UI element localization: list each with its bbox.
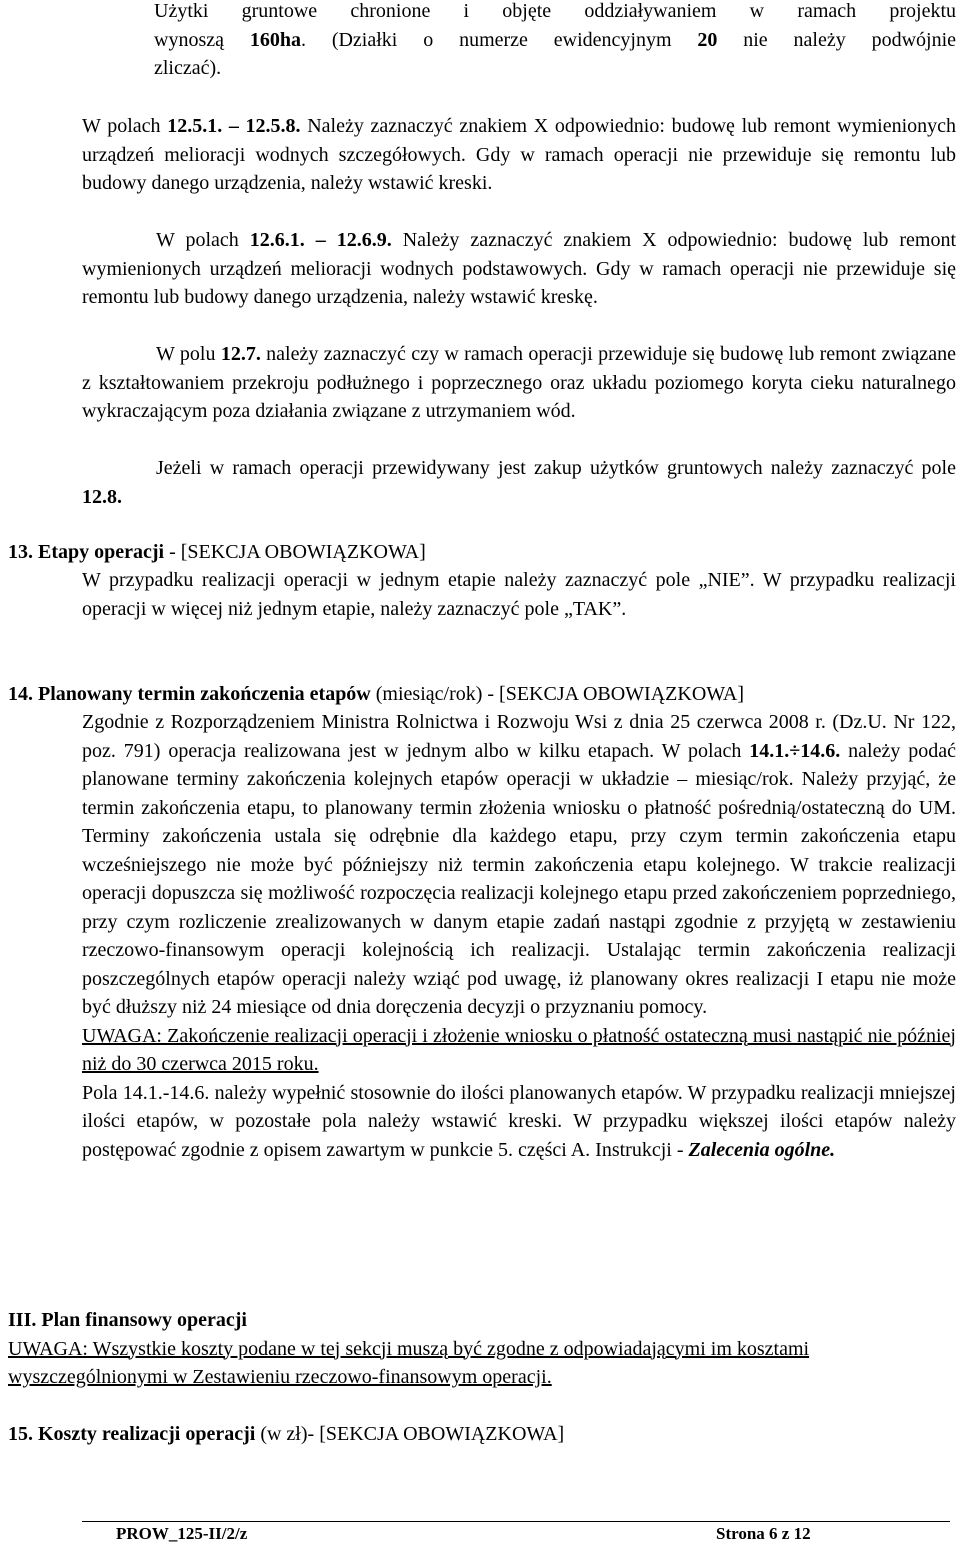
section-13-body: W przypadku realizacji operacji w jednym etapie należy zaznaczyć pole „NIE”. W przypadku realizacji operacji w więcej niż jednym etapie, należy zaznaczyć pole „TAK”. xyxy=(82,569,956,620)
footer-form-code: PROW_125-II/2/z xyxy=(116,1524,248,1543)
parcel-number: 20 xyxy=(697,28,718,51)
paragraph-land-area: Użytki gruntowe chronione i objęte oddziaływaniem w ramach projektu wynoszą 160ha. (Działki o numerze ewidencyjnym 20 nie należy podwójnie zliczać). xyxy=(154,0,956,79)
land-area-value: 160ha xyxy=(249,28,301,51)
paragraph-basic-drainage: W polach 12.6.1. – 12.6.9. Należy zaznaczyć znakiem X odpowiednio: budowę lub remont wymienionych urządzeń melioracji wodnych podstawowych. Gdy w ramach operacji nie przewiduje się remontu lub budowy danego urządzenia, należy wstawić kreskę. xyxy=(82,229,957,308)
section-iii: III. Plan finansowy operacji UWAGA: Wszystkie koszty podane w tej sekcji muszą być zgodne z odpowiadającymi im kosztami wyszczególnionymi w Zestawieniu rzeczowo-finansowym operacji. xyxy=(8,1306,956,1392)
footer-rule xyxy=(82,1521,950,1522)
section-iii-warning: UWAGA: Wszystkie koszty podane w tej sekcji muszą być zgodne z odpowiadającymi im kosztami wyszczególnionymi w Zestawieniu rzeczowo-finansowym operacji. xyxy=(8,1337,810,1388)
paragraph-riverbed: W polu 12.7. należy zaznaczyć czy w ramach operacji przewiduje się budowę lub remont związane z kształtowaniem przekroju podłużnego i poprzecznego oraz układu poziomego koryta cieku naturalnego wykraczającym poza działania związane z utrzymaniem wód. xyxy=(82,343,956,422)
section-15-heading: 15. Koszty realizacji operacji (w zł)- [SEKCJA OBOWIĄZKOWA] xyxy=(8,1423,565,1445)
paragraph-land-purchase: Jeżeli w ramach operacji przewidywany jest zakup użytków gruntowych należy zaznaczyć pole 12.8. xyxy=(82,457,956,508)
section-14-body: Zgodnie z Rozporządzeniem Ministra Rolnictwa i Rozwoju Wsi z dnia 25 czerwca 2008 r. (Dz.U. Nr 122, poz. 791) operacja realizowana jest w jednym albo w kilku etapach. W polach 14.1.÷14.6. należy podać planowane terminy zakończenia kolejnych etapów operacji w układzie – miesiąc/rok. Należy przyjąć, że termin zakończenia etapu, to planowany termin złożenia wniosku o płatność pośrednią/ostateczną do UM. Terminy zakończenia ustala się odrębnie dla każdego etapu, przy czym termin zakończenia etapu wcześniejszego nie może być późniejszy niż termin zakończenia etapu kolejnego. W trakcie realizacji operacji dopuszcza się możliwość rozpoczęcia realizacji kolejnego etapu przed zakończeniem poprzedniego, przy czym rozliczenie zrealizowanych w danym etapie zadań nastąpi zgodnie z przyjętą w zestawieniu rzeczowo-finansowym operacji kolejnością ich realizacji. Ustalając termin zakończenia realizacji poszczególnych etapów operacji należy wziąć pod uwagę, iż planowany okres realizacji I etapu nie może być dłuższy niż 24 miesiące od dnia doręczenia decyzji o przyznaniu pomocy. UWAGA: Zakończenie realizacji operacji i złożenie wniosku o płatność ostateczną musi nastąpić nie później niż do 30 czerwca 2015 roku. Pola 14.1.-14.6. należy wypełnić stosownie do ilości planowanych etapów. W przypadku realizacji mniejszej ilości etapów, w pozostałe pola należy wstawić kreski. W przypadku większej ilości etapów należy postępować zgodnie z opisem zawartym w punkcie 5. części A. Instrukcji - Zalecenia ogólne. xyxy=(82,711,956,1161)
footer-page-number: Strona 6 z 12 xyxy=(716,1524,811,1543)
section-14-heading: 14. Planowany termin zakończenia etapów (miesiąc/rok) - [SEKCJA OBOWIĄZKOWA] xyxy=(8,683,745,705)
section-14-warning: UWAGA: Zakończenie realizacji operacji i złożenie wniosku o płatność ostateczną musi nastąpić nie później niż do 30 czerwca 2015 roku. xyxy=(82,1024,956,1075)
paragraph-detailed-drainage: W polach 12.5.1. – 12.5.8. Należy zaznaczyć znakiem X odpowiednio: budowę lub remont wymienionych urządzeń melioracji wodnych szczegółowych. Gdy w ramach operacji nie przewiduje się remontu lub budowy danego urządzenia, należy wstawić kreski. xyxy=(82,115,957,194)
section-13-heading: 13. Etapy operacji - [SEKCJA OBOWIĄZKOWA] xyxy=(8,541,426,563)
